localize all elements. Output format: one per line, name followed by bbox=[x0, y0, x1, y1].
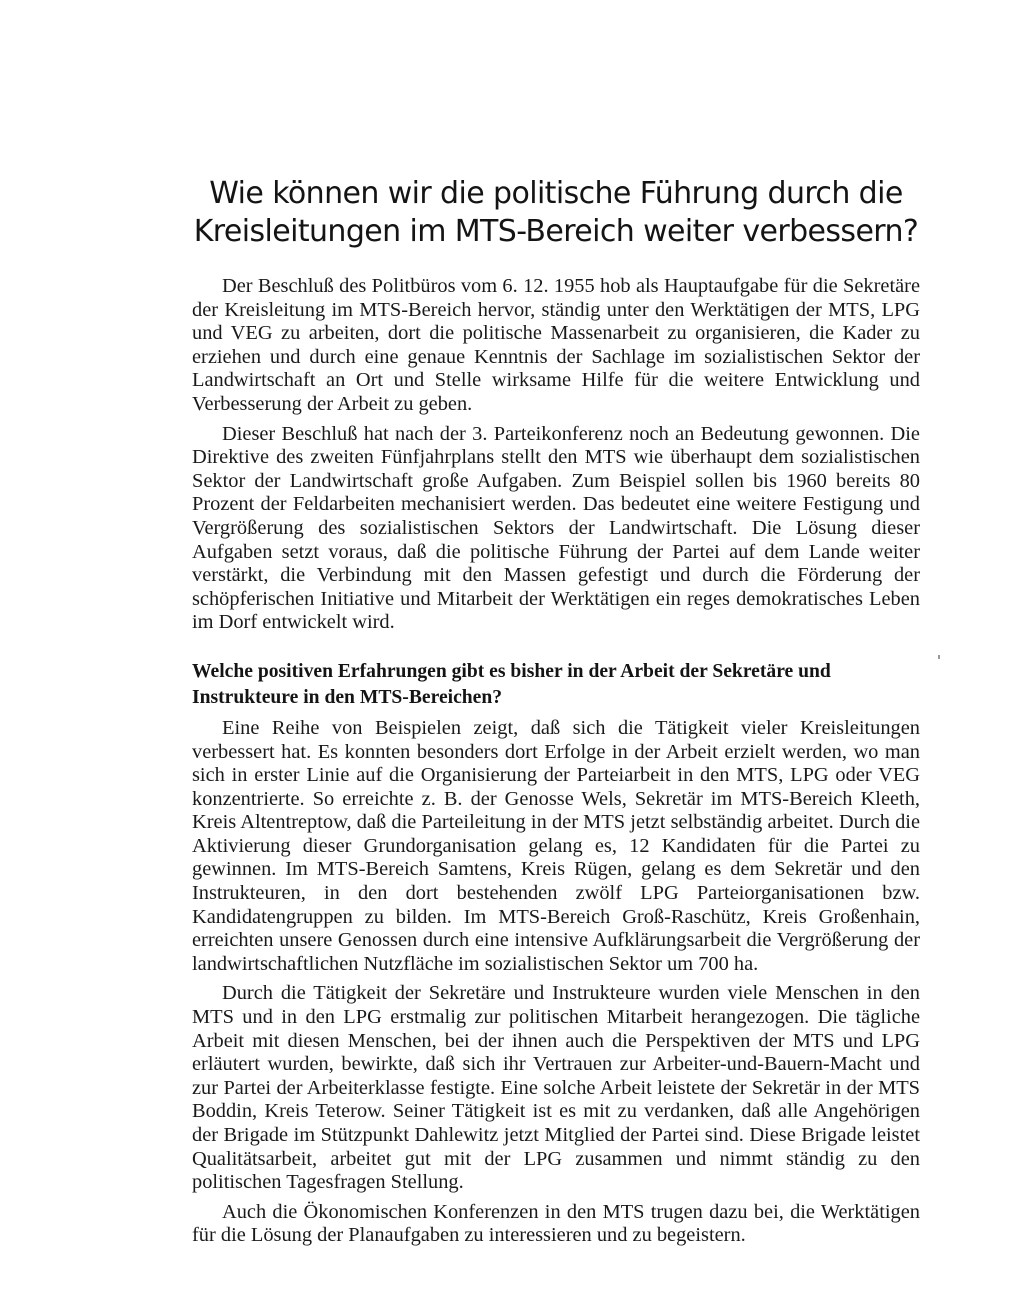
body-paragraph: Auch die Ökonomischen Konferenzen in den MTS trugen dazu bei, die Werktätigen für die Lösung der Planaufgaben zu interessieren und zu begeistern. bbox=[192, 1200, 920, 1247]
body-paragraph: Dieser Beschluß hat nach der 3. Parteikonferenz noch an Bedeutung gewonnen. Die Direktive des zweiten Fünfjahrplans stellt den MTS wie überhaupt dem sozialistischen Sektor der Landwirtschaft große Aufgaben. Zum Beispiel sollen bis 1960 bereits 80 Prozent der Feldarbeiten mechanisiert werden. Das bedeutet eine weitere Festigung und Vergrößerung des sozialistischen Sektors der Landwirtschaft. Die Lösung dieser Aufgaben setzt voraus, daß die politische Führung der Partei auf dem Lande weiter verstärkt, die Verbindung mit den Massen gefestigt und durch die Förderung der schöpferischen Initiative und Mitarbeit der Werktätigen ein reges demokratisches Leben im Dorf entwickelt wird. bbox=[192, 422, 920, 634]
body-paragraph: Durch die Tätigkeit der Sekretäre und Instrukteure wurden viele Menschen in den MTS und in den LPG erstmalig zur politischen Mitarbeit herangezogen. Die tägliche Arbeit mit diesen Menschen, bei der ihnen auch die Perspektiven der MTS und LPG erläutert wurden, bewirkte, daß sich ihr Vertrauen zur Arbeiter-und-Bauern-Macht und zur Partei der Arbeiterklasse festigte. Eine solche Arbeit leistete der Sekretär in der MTS Boddin, Kreis Teterow. Seiner Tätigkeit ist es mit zu verdanken, daß alle Angehörigen der Brigade im Stützpunkt Dahlewitz jetzt Mitglied der Partei sind. Diese Brigade leistet Qualitätsarbeit, arbeitet gut mit der LPG zusammen und nimmt ständig zu den politischen Tagesfragen Stellung. bbox=[192, 982, 920, 1194]
document-page bbox=[192, 175, 920, 1254]
body-paragraph: Der Beschluß des Politbüros vom 6. 12. 1955 hob als Hauptaufgabe für die Sekretäre der Kreisleitung im MTS-Bereich hervor, ständig unter den Werktätigen der MTS, LPG und VEG zu arbeiten, dort die politische Massenarbeit zu organisieren, die Kader zu erziehen und durch eine genaue Kenntnis der Sachlage im sozialistischen Sektor der Landwirtschaft an Ort und Stelle wirksame Hilfe für die weitere Entwicklung und Verbesserung der Arbeit zu geben. bbox=[192, 275, 920, 415]
scan-speck bbox=[938, 655, 940, 659]
document-title: Wie können wir die politische Führung durch die Kreisleitungen im MTS-Bereich weiter verbessern? bbox=[193, 176, 919, 249]
body-paragraph: Eine Reihe von Beispielen zeigt, daß sich die Tätigkeit vieler Kreisleitungen verbessert hat. Es konnten besonders dort Erfolge in der Arbeit erzielt werden, wo man sich in erster Linie auf die Organisierung der Parteiarbeit in den MTS, LPG oder VEG konzentrierte. So erreichte z. B. der Genosse Wels, Sekretär im MTS-Bereich Kleeth, Kreis Altentreptow, daß die Parteileitung in der MTS jetzt selbständig arbeitet. Durch die Aktivierung dieser Grundorganisation gelang es, 12 Kandidaten für die Partei zu gewinnen. Im MTS-Bereich Samtens, Kreis Rügen, gelang es dem Sekretär und den Instrukteuren, in den dort bestehenden zwölf LPG Parteiorganisationen bzw. Kandidatengruppen zu bilden. Im MTS-Bereich Groß-Raschütz, Kreis Großenhain, erreichten unsere Genossen durch eine intensive Aufklärungsarbeit die Vergrößerung der landwirtschaftlichen Nutzfläche im sozialistischen Sektor um 700 ha. bbox=[192, 716, 920, 975]
section-heading: Welche positiven Erfahrungen gibt es bisher in der Arbeit der Sekretäre und Instrukteure in den MTS-Bereichen? bbox=[192, 660, 831, 708]
